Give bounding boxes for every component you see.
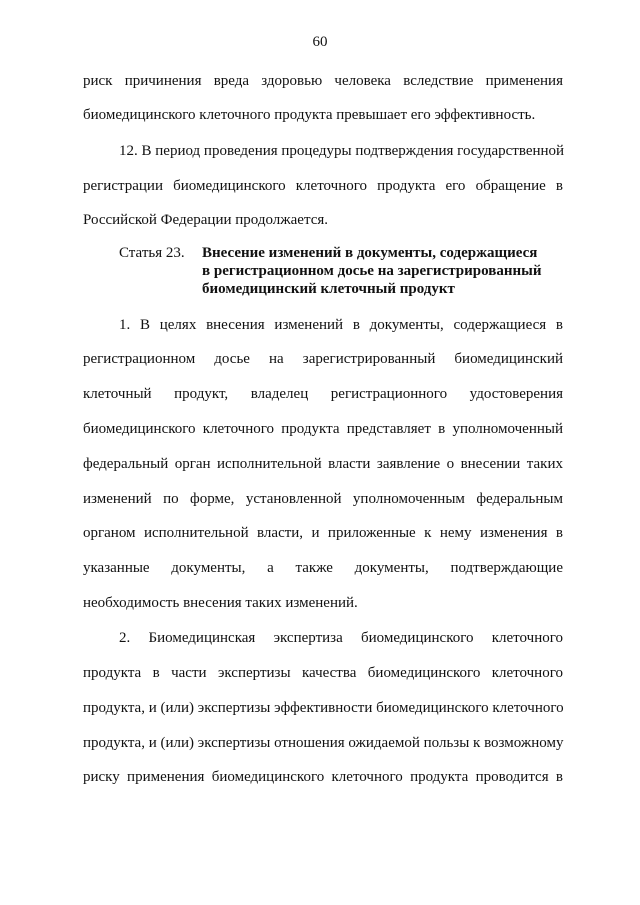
text-line: продукта, и (или) экспертизы отношения ожидаемой пользы к возможному [83, 735, 564, 751]
paragraph-first-line: 1. В целях внесения изменений в документы, содержащиеся в [119, 317, 563, 333]
text-line: Российской Федерации продолжается. [83, 212, 329, 228]
text-line: федеральный орган исполнительной власти заявление о внесении таких [83, 456, 563, 472]
text-line: регистрационном досье на зарегистрированный биомедицинский [83, 351, 563, 367]
text-line: указанные документы, а также документы, подтверждающие [83, 560, 563, 576]
paragraph-first-line: 2. Биомедицинская экспертиза биомедицинского клеточного [119, 630, 563, 646]
text-line: риск причинения вреда здоровью человека вследствие применения [83, 73, 563, 89]
page-number: 60 [312, 34, 328, 50]
paragraph-first-line: 12. В период проведения процедуры подтверждения государственной [119, 143, 565, 159]
article-title-line: Внесение изменений в документы, содержащиеся [202, 245, 538, 261]
text-line: необходимость внесения таких изменений. [83, 595, 358, 611]
article-title-line: биомедицинский клеточный продукт [202, 281, 455, 297]
article-title-line: в регистрационном досье на зарегистрированный [202, 263, 542, 279]
text-line: риску применения биомедицинского клеточного продукта проводится в [83, 769, 563, 785]
article-label: Статья 23. [119, 245, 185, 261]
text-line: регистрации биомедицинского клеточного продукта его обращение в [83, 178, 563, 194]
text-line: изменений по форме, установленной уполномоченным федеральным [83, 491, 563, 507]
text-line: биомедицинского клеточного продукта превышает его эффективность. [83, 107, 536, 123]
text-line: органом исполнительной власти, и приложенные к нему изменения в [83, 525, 563, 541]
text-line: продукта, и (или) экспертизы эффективности биомедицинского клеточного [83, 700, 564, 716]
text-line: биомедицинского клеточного продукта представляет в уполномоченный [83, 421, 563, 437]
text-line: продукта в части экспертизы качества биомедицинского клеточного [83, 665, 563, 681]
text-line: клеточный продукт, владелец регистрационного удостоверения [83, 386, 563, 402]
